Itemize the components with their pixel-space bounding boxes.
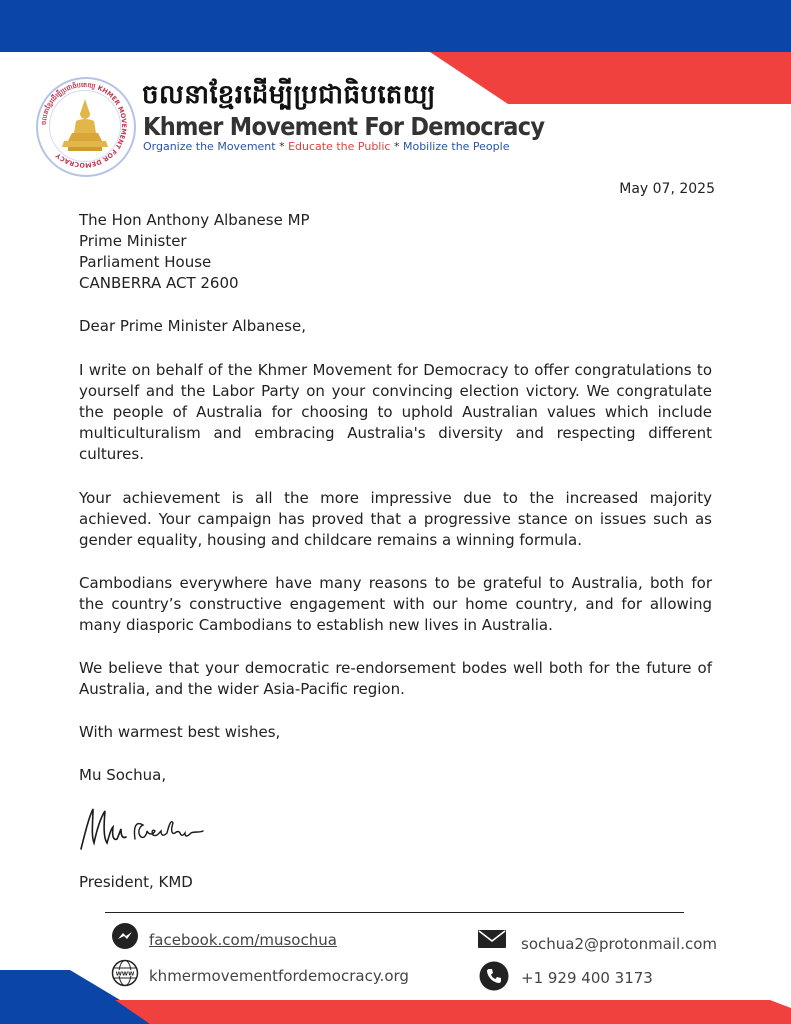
address-line: Prime Minister bbox=[79, 232, 187, 250]
header-stripe-red bbox=[430, 52, 791, 104]
tagline-separator: * bbox=[275, 140, 289, 153]
email-address[interactable]: sochua2@protonmail.com bbox=[521, 935, 718, 953]
tagline-organize: Organize the Movement bbox=[143, 140, 276, 153]
letter-date: May 07, 2025 bbox=[619, 181, 715, 197]
handwritten-signature bbox=[77, 803, 207, 857]
body-paragraph: We believe that your democratic re-endorsement bodes well both for the future of Australia, and the wider Asia-Pacific region. bbox=[79, 659, 712, 698]
seal-ring-text: ចលនាខ្មែរដើម្បីប្រជាធិបតេយ្យ KHMER MOVEMENT FOR DEMOCRACY bbox=[39, 80, 129, 170]
body-paragraph: I write on behalf of the Khmer Movement for Democracy to offer congratulations to yourself and the Labor Party on your convincing election victory. We congratulate the people of Australia for choosing to uphold Australian values which include multiculturalism and embracing Australia's diversity and respecting different cultures. bbox=[79, 361, 712, 463]
address-line: The Hon Anthony Albanese MP bbox=[79, 211, 310, 229]
footer-divider bbox=[105, 912, 684, 913]
kmd-seal-logo bbox=[36, 77, 136, 177]
mail-icon bbox=[477, 929, 507, 949]
seated-figure-icon bbox=[50, 91, 120, 161]
closing: With warmest best wishes, bbox=[79, 723, 281, 741]
facebook-link[interactable]: facebook.com/musochua bbox=[149, 931, 337, 949]
phone-number[interactable]: +1 929 400 3173 bbox=[521, 969, 653, 987]
salutation: Dear Prime Minister Albanese, bbox=[79, 317, 306, 335]
body-paragraph: Your achievement is all the more impressive due to the increased majority achieved. Your campaign has proved that a progressive stance on issues such as gender equality, housing and childcare remains a winning formula. bbox=[79, 489, 712, 549]
tagline-mobilize: Mobilize the People bbox=[402, 140, 510, 153]
tagline bbox=[143, 140, 509, 153]
www-label: WWW bbox=[115, 971, 135, 978]
recipient-address bbox=[79, 210, 310, 294]
tagline-educate: Educate the Public bbox=[288, 140, 391, 153]
signatory-title: President, KMD bbox=[79, 873, 193, 891]
body-paragraph: Cambodians everywhere have many reasons to be grateful to Australia, both for the country’s constructive engagement with our home country, and for allowing many diasporic Cambodians to establish new lives in Australia. bbox=[79, 574, 712, 634]
website-link[interactable]: khmermovementfordemocracy.org bbox=[149, 967, 409, 985]
address-line: CANBERRA ACT 2600 bbox=[79, 274, 239, 292]
address-line: Parliament House bbox=[79, 253, 212, 271]
footer-band bbox=[0, 970, 791, 1024]
signatory-name: Mu Sochua, bbox=[79, 766, 167, 784]
seal-center bbox=[49, 90, 121, 162]
khmer-org-name: ចលនាខ្មែរដើម្បីប្រជាធិបតេយ្យ bbox=[142, 80, 436, 110]
messenger-icon bbox=[111, 922, 139, 950]
tagline-separator: * bbox=[390, 140, 403, 153]
org-name: Khmer Movement For Democracy bbox=[143, 112, 545, 141]
header-band-blue bbox=[0, 0, 791, 52]
